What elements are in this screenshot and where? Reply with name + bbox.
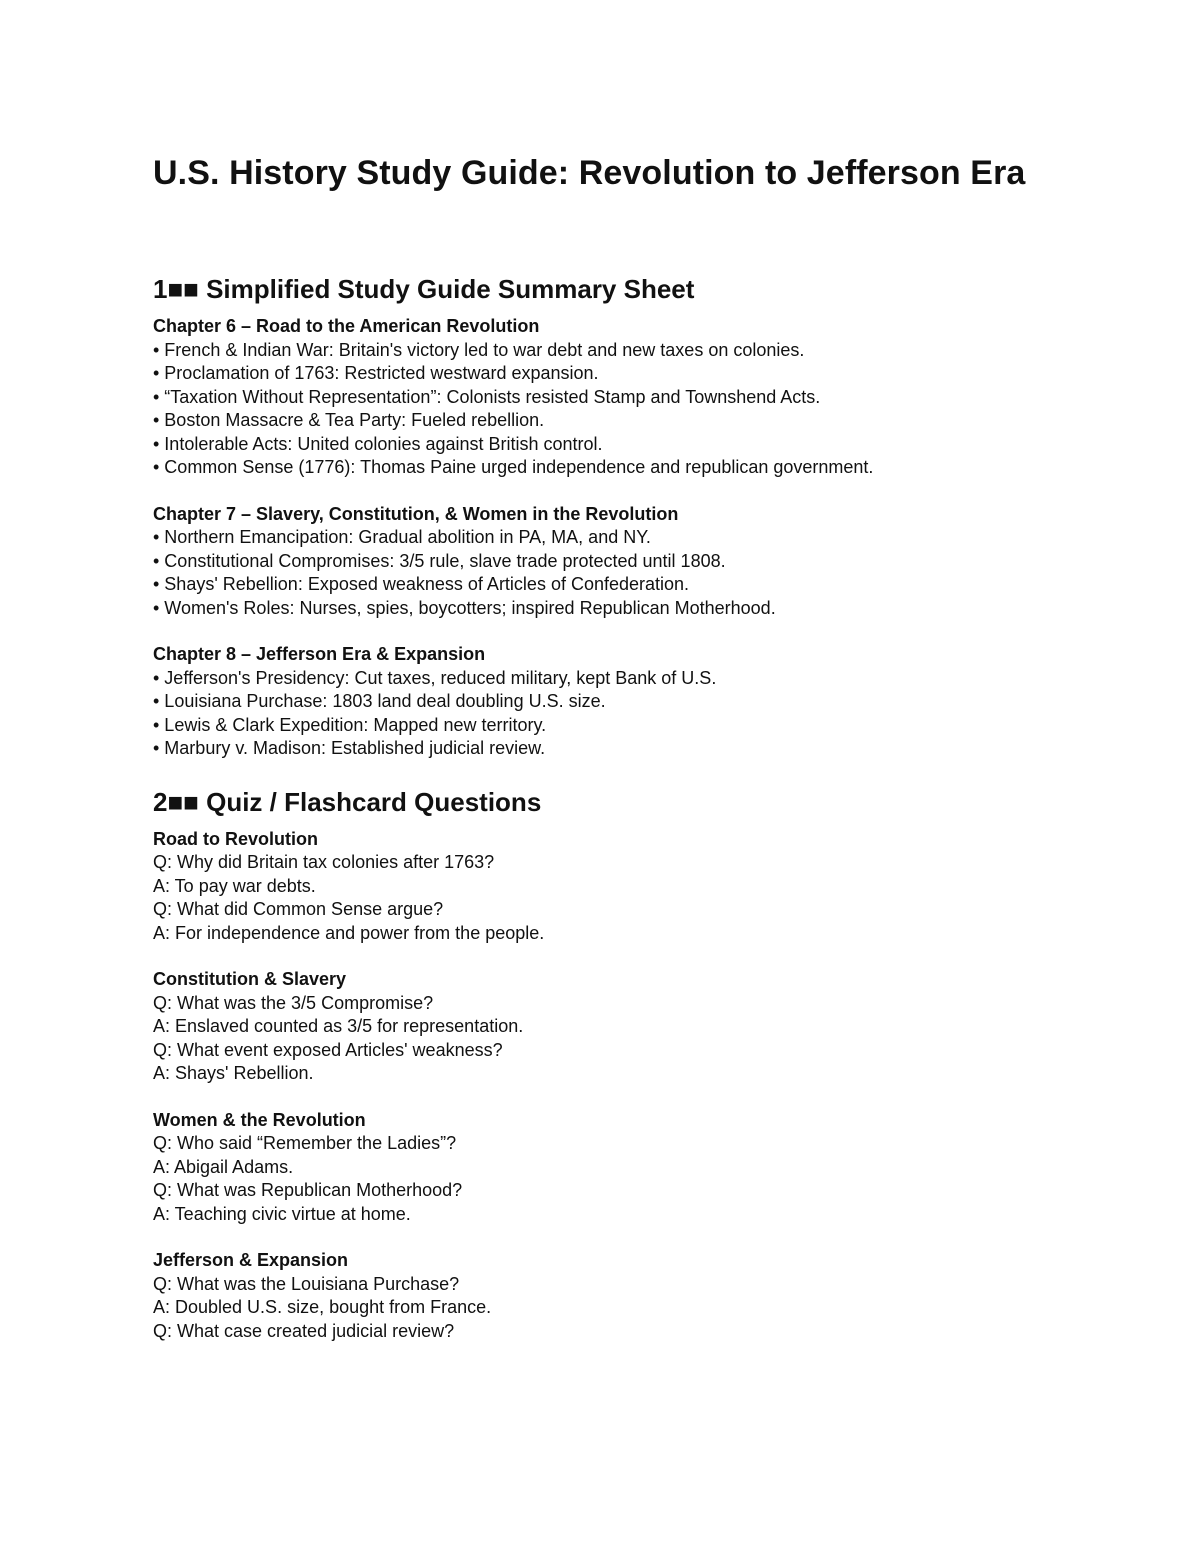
quiz-question: Q: What was the 3/5 Compromise? <box>153 992 434 1013</box>
section-quiz-flashcards <box>153 786 1053 1344</box>
quiz-question: Q: What case created judicial review? <box>153 1320 455 1341</box>
quiz-question: Q: Why did Britain tax colonies after 1763? <box>153 852 495 872</box>
quiz-answer: A: Teaching civic virtue at home. <box>153 1203 411 1224</box>
quiz-answer: A: Enslaved counted as 3/5 for representation. <box>153 1016 524 1036</box>
bullet-item: • Shays' Rebellion: Exposed weakness of Articles of Confederation. <box>153 574 690 594</box>
bullet-item: • “Taxation Without Representation”: Colonists resisted Stamp and Townshend Acts. <box>153 386 821 407</box>
bullet-item: • Marbury v. Madison: Established judicial review. <box>153 738 546 758</box>
quiz-question: Q: What did Common Sense argue? <box>153 899 444 919</box>
quiz-answer: A: Shays' Rebellion. <box>153 1063 314 1083</box>
section-heading: 1■■ Simplified Study Guide Summary Sheet <box>153 274 695 304</box>
bullet-item: • Constitutional Compromises: 3/5 rule, slave trade protected until 1808. <box>153 550 726 571</box>
quiz-group-jefferson-expansion <box>153 1249 1053 1343</box>
document-title: U.S. History Study Guide: Revolution to Jefferson Era <box>153 154 1026 192</box>
chapter-heading: Chapter 8 – Jefferson Era & Expansion <box>153 644 486 664</box>
chapter-7-group <box>153 503 1053 621</box>
quiz-question: Q: What was the Louisiana Purchase? <box>153 1273 460 1294</box>
quiz-answer: A: Doubled U.S. size, bought from France. <box>153 1297 492 1317</box>
bullet-item: • Proclamation of 1763: Restricted westward expansion. <box>153 363 599 383</box>
bullet-item: • Intolerable Acts: United colonies against British control. <box>153 433 603 454</box>
quiz-question: Q: What was Republican Motherhood? <box>153 1180 463 1200</box>
quiz-topic-heading: Road to Revolution <box>153 828 318 849</box>
quiz-answer: A: For independence and power from the people. <box>153 922 545 943</box>
bullet-item: • Common Sense (1776): Thomas Paine urged independence and republican government. <box>153 457 874 477</box>
chapter-8-group <box>153 643 1053 761</box>
quiz-answer: A: To pay war debts. <box>153 875 316 896</box>
quiz-topic-heading: Constitution & Slavery <box>153 969 347 989</box>
bullet-item: • Lewis & Clark Expedition: Mapped new territory. <box>153 714 547 735</box>
quiz-question: Q: What event exposed Articles' weakness? <box>153 1039 503 1060</box>
quiz-topic-heading: Jefferson & Expansion <box>153 1250 349 1270</box>
chapter-heading: Chapter 7 – Slavery, Constitution, & Women in the Revolution <box>153 503 679 524</box>
bullet-item: • Boston Massacre & Tea Party: Fueled rebellion. <box>153 410 545 430</box>
bullet-item: • Women's Roles: Nurses, spies, boycotters; inspired Republican Motherhood. <box>153 597 776 618</box>
bullet-item: • French & Indian War: Britain's victory led to war debt and new taxes on colonies. <box>153 339 805 360</box>
quiz-group-constitution-slavery <box>153 968 1053 1086</box>
bullet-item: • Louisiana Purchase: 1803 land deal doubling U.S. size. <box>153 691 606 711</box>
section-summary-sheet <box>153 273 1053 761</box>
chapter-heading: Chapter 6 – Road to the American Revolution <box>153 316 540 336</box>
quiz-topic-heading: Women & the Revolution <box>153 1109 366 1130</box>
section-heading: 2■■ Quiz / Flashcard Questions <box>153 786 542 817</box>
quiz-group-road-to-revolution <box>153 828 1053 946</box>
document-page <box>153 152 1053 1343</box>
bullet-item: • Jefferson's Presidency: Cut taxes, reduced military, kept Bank of U.S. <box>153 667 717 688</box>
quiz-answer: A: Abigail Adams. <box>153 1156 294 1177</box>
quiz-question: Q: Who said “Remember the Ladies”? <box>153 1133 457 1153</box>
bullet-item: • Northern Emancipation: Gradual abolition in PA, MA, and NY. <box>153 527 651 547</box>
chapter-6-group <box>153 315 1053 480</box>
quiz-group-women-revolution <box>153 1109 1053 1227</box>
